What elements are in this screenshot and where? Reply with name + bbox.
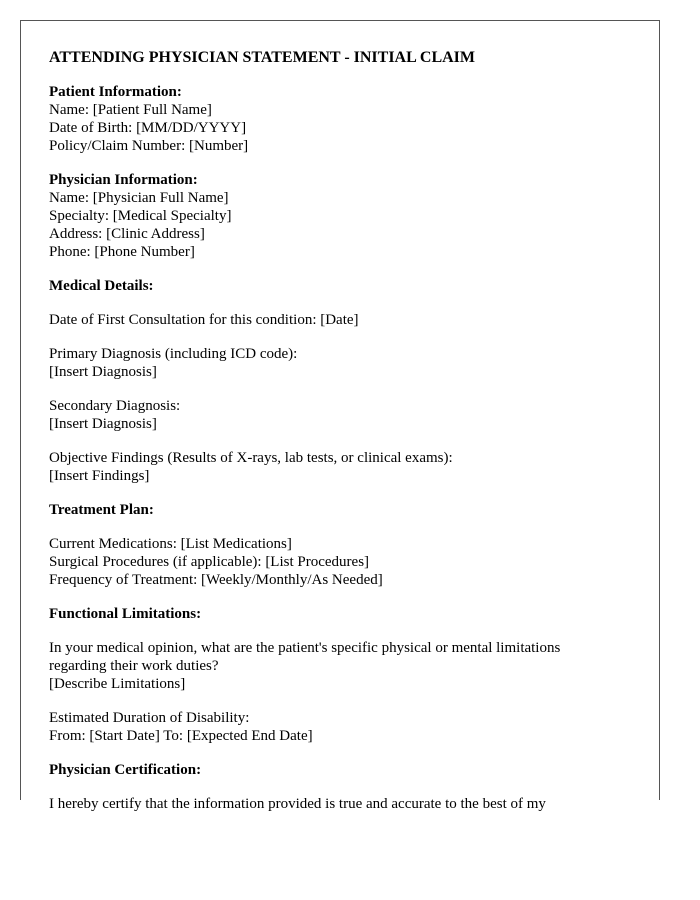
spacer: [49, 433, 621, 449]
physician-name-line: Name: [Physician Full Name]: [49, 190, 229, 206]
spacer: [49, 745, 621, 761]
limitations-question-line-2: regarding their work duties?: [49, 658, 219, 674]
secondary-diagnosis-label: Secondary Diagnosis:: [49, 398, 181, 414]
document-title: ATTENDING PHYSICIAN STATEMENT - INITIAL CLAIM: [49, 49, 475, 66]
objective-findings-label: Objective Findings (Results of X-rays, lab tests, or clinical exams):: [49, 450, 453, 466]
treatment-frequency-line: Frequency of Treatment: [Weekly/Monthly/As Needed]: [49, 572, 383, 588]
physician-certification-heading: Physician Certification:: [49, 762, 202, 778]
spacer: [49, 329, 621, 345]
spacer: [49, 381, 621, 397]
spacer: [49, 623, 621, 639]
spacer: [49, 261, 621, 277]
secondary-diagnosis-value: [Insert Diagnosis]: [49, 416, 157, 432]
spacer: [49, 155, 621, 171]
patient-name-line: Name: [Patient Full Name]: [49, 102, 212, 118]
medical-details-heading: Medical Details:: [49, 278, 154, 294]
limitations-question-line-1: In your medical opinion, what are the patient's specific physical or mental limitations: [49, 640, 561, 656]
disability-duration-label: Estimated Duration of Disability:: [49, 710, 250, 726]
spacer: [49, 519, 621, 535]
physician-address-line: Address: [Clinic Address]: [49, 226, 205, 242]
spacer: [49, 693, 621, 709]
patient-info-heading: Patient Information:: [49, 84, 182, 100]
document-page: [20, 20, 660, 812]
treatment-plan-heading: Treatment Plan:: [49, 502, 154, 518]
current-medications-line: Current Medications: [List Medications]: [49, 536, 292, 552]
first-consultation-line: Date of First Consultation for this condition: [Date]: [49, 312, 359, 328]
limitations-value: [Describe Limitations]: [49, 676, 186, 692]
spacer: [49, 485, 621, 501]
physician-specialty-line: Specialty: [Medical Specialty]: [49, 208, 232, 224]
certification-text-partial: I hereby certify that the information provided is true and accurate to the best of my: [49, 796, 546, 812]
spacer: [49, 779, 621, 795]
spacer: [49, 295, 621, 311]
document-content: [49, 49, 621, 813]
physician-phone-line: Phone: [Phone Number]: [49, 244, 195, 260]
functional-limitations-heading: Functional Limitations:: [49, 606, 202, 622]
primary-diagnosis-value: [Insert Diagnosis]: [49, 364, 157, 380]
spacer: [49, 589, 621, 605]
patient-policy-line: Policy/Claim Number: [Number]: [49, 138, 249, 154]
objective-findings-value: [Insert Findings]: [49, 468, 150, 484]
physician-info-heading: Physician Information:: [49, 172, 198, 188]
patient-dob-line: Date of Birth: [MM/DD/YYYY]: [49, 120, 247, 136]
primary-diagnosis-label: Primary Diagnosis (including ICD code):: [49, 346, 298, 362]
disability-duration-value: From: [Start Date] To: [Expected End Date]: [49, 728, 313, 744]
surgical-procedures-line: Surgical Procedures (if applicable): [List Procedures]: [49, 554, 370, 570]
